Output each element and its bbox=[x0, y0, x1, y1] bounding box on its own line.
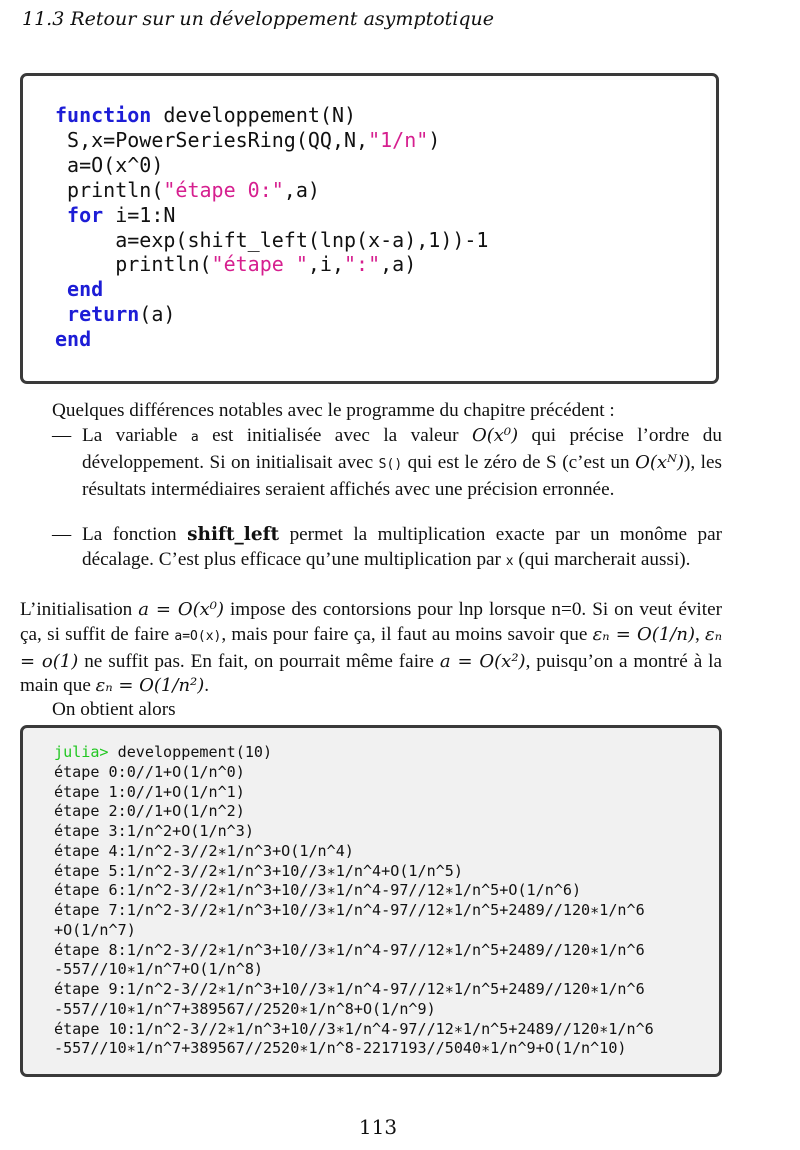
inline-math: a = O(x²) bbox=[439, 650, 526, 672]
output-line: étape 8:1/n^2-3//2∗1/n^3+10//3∗1/n^4-97//12∗1/n^5+2489//120∗1/n^6 bbox=[54, 940, 645, 959]
output-line: étape 9:1/n^2-3//2∗1/n^3+10//3∗1/n^4-97//12∗1/n^5+2489//120∗1/n^6 bbox=[54, 980, 645, 998]
list-item bbox=[52, 523, 722, 575]
keyword: for bbox=[67, 202, 104, 227]
inline-math: O(x⁰) bbox=[471, 425, 519, 446]
text-run: qui est le zéro de S (c’est un bbox=[402, 451, 636, 473]
text-run: impose des contorsions pour lnp lorsque n=0. Si on veut éviter ça, si suffit de faire bbox=[20, 599, 722, 645]
command-text: developpement(10) bbox=[108, 743, 273, 761]
code-text: ) bbox=[428, 127, 441, 152]
text-run: ne suffit pas. En fait, on pourrait même faire bbox=[78, 650, 440, 672]
code-text: ,i, bbox=[307, 252, 344, 277]
keyword: end bbox=[67, 277, 104, 302]
function-source bbox=[55, 103, 488, 352]
output-line: étape 7:1/n^2-3//2∗1/n^3+10//3∗1/n^4-97//12∗1/n^5+2489//120∗1/n^6 bbox=[54, 901, 645, 919]
code-text: a=exp(shift_left(lnp(x-a),1))-1 bbox=[55, 227, 489, 252]
code-text: println( bbox=[55, 177, 164, 202]
text-run: , puisqu’on a montré à la main que bbox=[20, 650, 722, 697]
text-run: , bbox=[694, 623, 706, 645]
text-run: , mais pour faire ça, il faut au moins savoir que bbox=[221, 623, 593, 645]
text-run: La variable bbox=[82, 425, 191, 446]
keyword: return bbox=[67, 302, 140, 327]
inline-math: O(xᴺ) bbox=[635, 451, 684, 473]
list-item-text bbox=[82, 523, 722, 575]
string-literal: "1/n" bbox=[368, 127, 429, 152]
intro-paragraph: Quelques différences notables avec le programme du chapitre précédent : bbox=[52, 400, 615, 421]
code-block-output bbox=[20, 725, 722, 1077]
code-block-function bbox=[20, 73, 719, 384]
code-text: developpement(N) bbox=[151, 103, 357, 127]
paragraph-result-intro: On obtient alors bbox=[52, 699, 176, 720]
output-line: -557//10∗1/n^7+O(1/n^8) bbox=[54, 960, 264, 979]
text-run: La fonction bbox=[82, 524, 188, 545]
list-dash: — bbox=[52, 524, 72, 545]
code-text: println( bbox=[55, 252, 212, 277]
bold-term: shift_left bbox=[187, 524, 280, 545]
output-line: -557//10∗1/n^7+389567//2520∗1/n^8-2217193//5040∗1/n^9+O(1/n^10) bbox=[54, 1039, 627, 1058]
list-item bbox=[52, 424, 722, 502]
code-text: a=O(x^0) bbox=[55, 152, 164, 177]
inline-code: a=O(x) bbox=[174, 628, 222, 644]
output-line: étape 6:1/n^2-3//2∗1/n^3+10//3∗1/n^4-97//12∗1/n^5+O(1/n^6) bbox=[54, 881, 582, 900]
text-run: L’initialisation bbox=[20, 599, 139, 620]
keyword: end bbox=[55, 327, 92, 352]
list-dash: — bbox=[52, 425, 72, 446]
inline-code: S() bbox=[378, 456, 403, 472]
text-run: permet la multiplication exacte par un monôme par décalage. C’est plus efficace qu’une multiplication par bbox=[82, 524, 722, 570]
output-line: étape 5:1/n^2-3//2∗1/n^3+10//3∗1/n^4+O(1/n^5) bbox=[54, 861, 463, 880]
code-text: ,a) bbox=[380, 252, 417, 277]
text-run: est initialisée avec la valeur bbox=[198, 425, 472, 446]
code-text: ,a) bbox=[283, 177, 320, 202]
inline-code: a bbox=[190, 430, 199, 445]
inline-math: a = O(x⁰) bbox=[138, 599, 225, 620]
running-header: 11.3 Retour sur un développement asymptotique bbox=[22, 8, 495, 30]
code-text: S,x=PowerSeriesRing(QQ,N, bbox=[55, 127, 369, 152]
output-line: étape 1:0//1+O(1/n^1) bbox=[54, 782, 245, 801]
inline-code: x bbox=[505, 553, 514, 569]
string-literal: "étape " bbox=[211, 252, 308, 277]
keyword: function bbox=[55, 103, 152, 127]
julia-prompt: julia> bbox=[54, 743, 109, 761]
string-literal: "étape 0:" bbox=[163, 177, 284, 202]
output-line: étape 3:1/n^2+O(1/n^3) bbox=[54, 822, 254, 840]
output-line: étape 4:1/n^2-3//2∗1/n^3+O(1/n^4) bbox=[54, 841, 354, 860]
string-literal: ":" bbox=[344, 252, 381, 277]
code-text: (a) bbox=[139, 302, 176, 327]
code-text: i=1:N bbox=[103, 202, 176, 227]
output-line: étape 10:1/n^2-3//2∗1/n^3+10//3∗1/n^4-97//12∗1/n^5+2489//120∗1/n^6 bbox=[54, 1019, 654, 1038]
inline-math: εₙ = O(1/n) bbox=[592, 623, 695, 645]
output-line: étape 0:0//1+O(1/n^0) bbox=[54, 762, 245, 781]
output-line: +O(1/n^7) bbox=[54, 920, 136, 939]
paragraph-initialisation bbox=[20, 598, 722, 699]
text-run: qui précise l’ordre du développement. Si on initialisait avec bbox=[82, 425, 722, 473]
list-item-text bbox=[82, 424, 722, 502]
output-line: étape 2:0//1+O(1/n^2) bbox=[54, 802, 245, 821]
text-run: ), les résultats intermédiaires seraient affichés avec une précision erronnée. bbox=[82, 451, 722, 500]
text-run: (qui marcherait aussi). bbox=[513, 548, 691, 570]
inline-math: εₙ = O(1/n²) bbox=[95, 675, 205, 697]
output-line: -557//10∗1/n^7+389567//2520∗1/n^8+O(1/n^9) bbox=[54, 999, 436, 1018]
text-run: . bbox=[204, 675, 210, 697]
inline-math: εₙ = o(1) bbox=[20, 623, 723, 672]
page-number: 113 bbox=[358, 1115, 398, 1139]
julia-output bbox=[54, 743, 654, 1059]
